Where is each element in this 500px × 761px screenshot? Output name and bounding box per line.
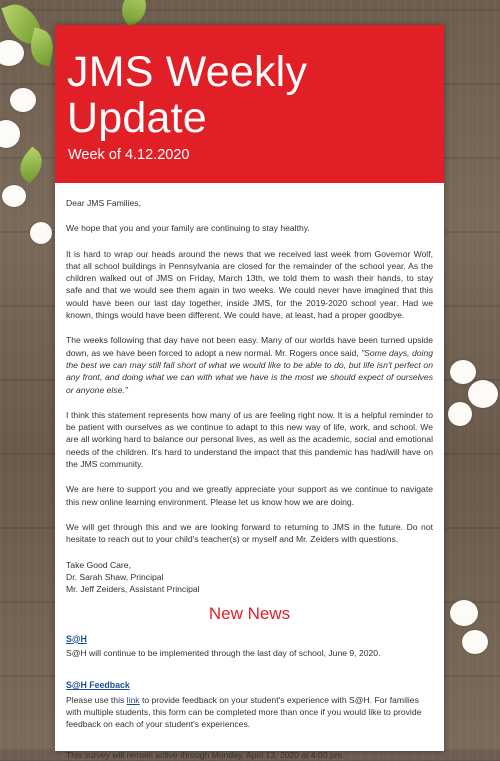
- leaf-top-right: [120, 0, 150, 26]
- page-title: JMS Weekly Update: [67, 48, 308, 142]
- header-banner: [55, 25, 444, 183]
- paragraph-6: We will get through this and we are looking forward to returning to JMS in the future. Do not hesitate to reach out to your child's teacher(s) or myself and Mr. Zeiders with questions.: [66, 521, 433, 545]
- news-item-body-feedback: [66, 694, 433, 731]
- news-item-body-sah: S@H will continue to be implemented through the last day of school, June 9, 2020.: [66, 648, 381, 659]
- signature-block: [66, 559, 433, 596]
- paragraph-1: We hope that you and your family are continuing to stay healthy.: [66, 223, 310, 234]
- letter-body: [55, 183, 444, 761]
- paragraph-3: [66, 334, 433, 395]
- closing: Take Good Care,: [66, 559, 131, 570]
- paragraph-3-lead: The weeks following that day have not been easy. Many of our worlds have been turned upside down, as we have been forced to adopt a new normal. Mr. Rogers once said,: [66, 335, 433, 358]
- paragraph-4: I think this statement represents how many of us are feeling right now. It is a helpful reminder to be patient with ourselves as we continue to adapt to this new way of life, work, and school. We are all working hard to balance our personal lives, as well as the academic, social and emotional needs of the children. It's hard to understand the impact that this pandemic has had/will have on the JMS community.: [66, 409, 433, 470]
- rogers-quote: "Some days, doing the best we can may still fall short of what we would like to be able to do, but life isn't perfect on any front, and doing what we can with what we have is the most we should expect of ourselves or anyone else.": [66, 347, 433, 395]
- news-item-title-feedback[interactable]: S@H Feedback: [66, 680, 130, 691]
- blossom-right-bottom: [444, 590, 500, 670]
- signature-assistant-principal: Mr. Jeff Zeiders, Assistant Principal: [66, 584, 200, 595]
- survey-deadline-text: This survey will remain active through Monday, April 13, 2020 at 4:00 pm.: [66, 749, 345, 760]
- feedback-text-post: to provide feedback on your student's experience with S@H. For families with multiple students, this form can be completed more than once if you would like to provide feedback on each of your student's experiences.: [66, 694, 422, 730]
- signature-principal: Dr. Sarah Shaw, Principal: [66, 571, 164, 582]
- feedback-link[interactable]: link: [126, 694, 140, 705]
- paragraph-2: It is hard to wrap our heads around the news that we received last week from Governor Wolf, that all school buildings in Pennsylvania are closed for the remainder of the school year. As the children walked out of JMS on Friday, March 13th, we told them to wash their hands, to stay safe and that we would see them again in two weeks. We could never have imagined that this would have been our last day together, inside JMS, for the 2019-2020 school year. Had we known, things would have been different. We could have, at least, had a proper goodbye.: [66, 248, 433, 321]
- week-subtitle: Week of 4.12.2020: [68, 147, 190, 163]
- paragraph-5: We are here to support you and we greatly appreciate your support as we continue to navigate this new online learning environment. Please let us know how we are doing.: [66, 484, 433, 507]
- news-section-title: New News: [208, 604, 291, 624]
- blossom-branch-top-left: [0, 0, 60, 260]
- news-item-title-sah[interactable]: S@H: [66, 633, 87, 644]
- blossom-right-middle: [444, 350, 500, 440]
- feedback-text-pre: Please use this: [66, 694, 127, 705]
- greeting: Dear JMS Families,: [66, 198, 141, 208]
- newsletter-card: [55, 25, 444, 760]
